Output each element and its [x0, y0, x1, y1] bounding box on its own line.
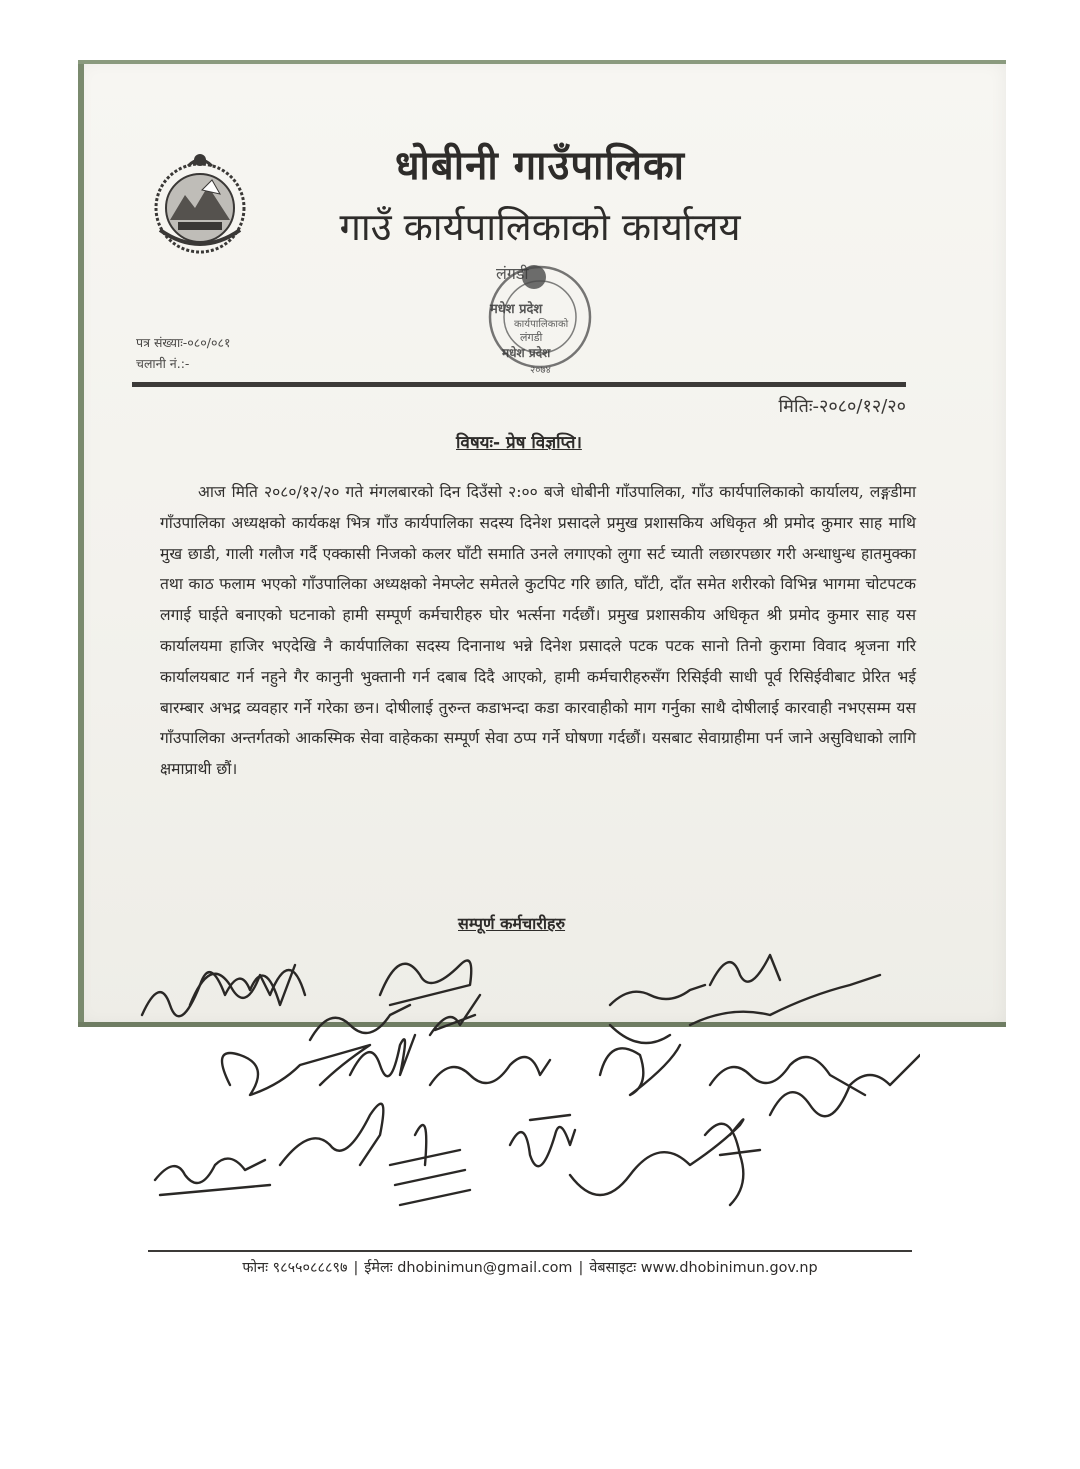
footer-email: ईमेलः dhobinimun@gmail.com	[364, 1260, 573, 1276]
footer-divider	[148, 1250, 912, 1252]
svg-text:२०७४: २०७४	[530, 365, 551, 376]
signature-6	[430, 995, 480, 1035]
signature-3	[222, 1045, 370, 1095]
signature-8	[280, 1104, 383, 1165]
dispatch-number: चलानी नं.:-	[136, 356, 190, 371]
svg-text:कार्यपालिकाको: कार्यपालिकाको	[514, 319, 569, 330]
office-title: गाउँ कार्यपालिकाको कार्यालय	[339, 205, 741, 249]
signature-10	[390, 1125, 470, 1205]
sheet-edge-top	[78, 60, 1006, 64]
header-divider	[132, 382, 906, 387]
footer-separator: |	[353, 1260, 359, 1276]
signature-17	[710, 1057, 865, 1095]
signature-14	[610, 985, 705, 1043]
sheet-edge-left	[78, 60, 84, 1026]
signature-16	[690, 955, 880, 1025]
signature-4	[310, 1005, 410, 1040]
footer-separator: |	[578, 1260, 584, 1276]
signature-5	[380, 961, 471, 1006]
signature-11	[155, 1159, 270, 1195]
letter-body: आज मिति २०८०/१२/२० गते मंगलबारको दिन दिउँसो २:०० बजे धोबीनी गाँउपालिका, गाँउ कार्यपालिकाको कार्यालय, लङ्गडीमा गाँउपालिका अध्यक्षको कार्यकक्ष भित्र गाँउ कार्यपालिका सदस्य दिनेश प्रसादले प्रमुख प्रशासकिय अधिकृत श्री प्रमोद कुमार साह माथि मुख छाडी, गाली गलौज गर्दै एक्कासी निजको कलर घाँटी समाति उनले लगाएको लुगा सर्ट च्याती लछारपछार गरी अन्धाधुन्ध हातमुक्का तथा काठ फलाम भएको गाँउपालिका अध्यक्षको नेमप्लेट समेतले कुटपिट गरि छाति, घाँटी, दाँत समेत शरीरको विभिन्न भागमा चोटपटक लगाई घाईते बनाएको घटनाको हामी सम्पूर्ण कर्मचारीहरु घोर भर्त्सना गर्दछौं। प्रमुख प्रशासकीय अधिकृत श्री प्रमोद कुमार साह यस कार्यालयमा हाजिर भएदेखि नै कार्यपालिका सदस्य दिनानाथ भन्ने दिनेश प्रसादले पटक पटक सानो तिनो कुरामा विवाद श्रृजना गरि कार्यालयबाट गर्न नहुने गैर कानुनी भुक्तानी गर्न दबाब दिदै आएको, हामी कर्मचारीहरुसँग रिसिईवी साधी पूर्व रिसिईवीबाट प्रेरित भई बारम्बार अभद्र व्यवहार गर्ने गरेका छन। दोषीलाई तुरुन्त कडाभन्दा कडा कारवाहीको माग गर्नुका साथै दोषीलाई कारवाही नभएसम्म यस गाँउपालिका अन्तर्गतको आकस्मिक सेवा वाहेकका सम्पूर्ण सेवा ठप्प गर्ने घोषणा गर्दछौं। यसबाट सेवाग्राहीमा पर्न जाने असुविधाको लागि क्षमाप्राथी छौं।	[160, 483, 916, 779]
svg-text:मधेश प्रदेश: मधेश प्रदेश	[490, 302, 543, 317]
signature-13	[570, 1119, 743, 1195]
signature-9	[430, 1057, 550, 1085]
letter-subject: विषयः- प्रेष विज्ञप्ति।	[456, 433, 582, 453]
municipality-title: धोबीनी गाउँपालिका	[394, 143, 686, 189]
signature-7	[350, 1035, 415, 1076]
svg-text:लंगडी: लंगडी	[496, 264, 529, 283]
footer-phone: फोनः ९८५५०८८८९७	[242, 1260, 348, 1276]
office-seal-stamp	[468, 255, 608, 380]
letter-number: पत्र संख्याः-०८०/०८१	[136, 335, 231, 350]
svg-text:मधेश प्रदेश: मधेश प्रदेश	[502, 346, 551, 360]
footer-website: वेबसाइटः www.dhobinimun.gov.np	[589, 1260, 818, 1276]
letterhead-footer	[148, 1258, 912, 1277]
signature-18	[705, 1124, 760, 1205]
staff-signatures	[130, 935, 920, 1235]
svg-text:लंगडी: लंगडी	[520, 331, 543, 344]
closing-signatories-label: सम्पूर्ण कर्मचारीहरु	[458, 914, 566, 933]
signature-15	[600, 1045, 680, 1095]
letter-date: मितिः-२०८०/१२/२०	[778, 396, 906, 417]
signature-12	[510, 1115, 575, 1166]
reference-block	[136, 332, 230, 374]
government-emblem-icon	[140, 150, 260, 260]
